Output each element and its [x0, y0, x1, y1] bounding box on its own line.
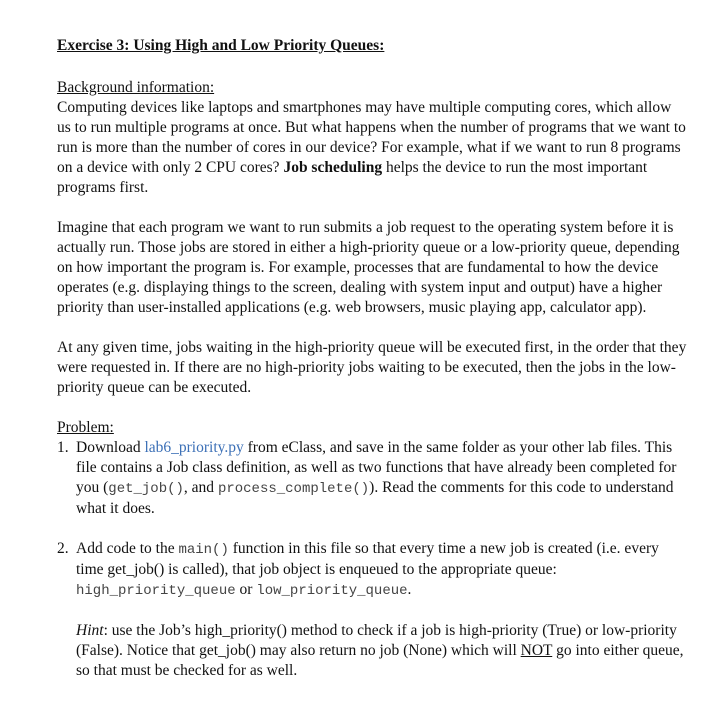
background-paragraph-2: Imagine that each program we want to run submits a job request to the operating system before it is actually run. Those jobs are stored in either a high-priority queue or a low-priority queue, depending on how important the program is. For example, processes that are fundamental to how the device operates (e.g. displaying things to the screen, dealing with system input and output) have a higher priority than user-installed applications (e.g. web browsers, music playing app, calculator app). [57, 219, 680, 316]
background-paragraph-1 [57, 98, 687, 198]
code-get-job: get_job() [108, 481, 184, 497]
code-process-complete: process_complete() [217, 481, 370, 497]
item2-mid: function in this file so that every time a new job is created (i.e. every time get_job() is called), that job object is enqueued to the appropriate queue: [76, 540, 659, 578]
hint-not: NOT [520, 642, 553, 659]
item2-end: . [407, 581, 412, 598]
code-main: main() [178, 542, 229, 558]
item1-sep: , and [183, 479, 215, 496]
problem-heading: Problem: [57, 419, 114, 436]
item2-or: or [239, 581, 253, 598]
background-paragraph-3: At any given time, jobs waiting in the high-priority queue will be executed first, in the order that they were requested in. If there are no high-priority jobs waiting to be executed, then the jobs in the low-priority queue can be executed. [57, 339, 687, 396]
document-page [57, 36, 687, 681]
lab6-priority-link[interactable]: lab6_priority.py [144, 439, 244, 456]
background-heading: Background information: [57, 79, 215, 96]
exercise-title: Exercise 3: Using High and Low Priority Queues: [57, 37, 385, 54]
code-low-priority-queue: low_priority_queue [256, 583, 408, 599]
hint-label: Hint [76, 622, 104, 639]
hint-text-b: go into either queue, so that must be checked for as well. [76, 642, 684, 679]
job-scheduling-term: Job scheduling [283, 159, 383, 176]
problem-item-1 [57, 438, 687, 519]
background-p1-text-b: helps the device to run the most important programs first. [57, 159, 648, 196]
item1-pre: Download [76, 439, 141, 456]
code-high-priority-queue: high_priority_queue [76, 583, 236, 599]
hint-paragraph [76, 621, 687, 681]
item1-mid: from eClass, and save in the same folder as your other lab files. This file contains a Job class definition, as well as two functions that have already been completed for you ( [76, 439, 677, 496]
item-number: 2. [57, 540, 69, 557]
background-p1-text-a: Computing devices like laptops and smartphones may have multiple computing cores, which allow us to run multiple programs at once. But what happens when the number of programs that we want to run is more than the number of cores in our device? For example, what if we want to run 8 programs on a device with only 2 CPU cores? [57, 99, 686, 176]
item2-pre: Add code to the [76, 540, 175, 557]
problem-list [57, 438, 687, 681]
problem-item-2 [57, 539, 687, 681]
hint-text-a: : use the Job’s high_priority() method to check if a job is high-priority (True) or low-priority (False). Notice that get_job() may also return no job (None) which will [76, 622, 677, 659]
item1-post: ). Read the comments for this code to understand what it does. [76, 479, 674, 517]
item-number: 1. [57, 439, 69, 456]
